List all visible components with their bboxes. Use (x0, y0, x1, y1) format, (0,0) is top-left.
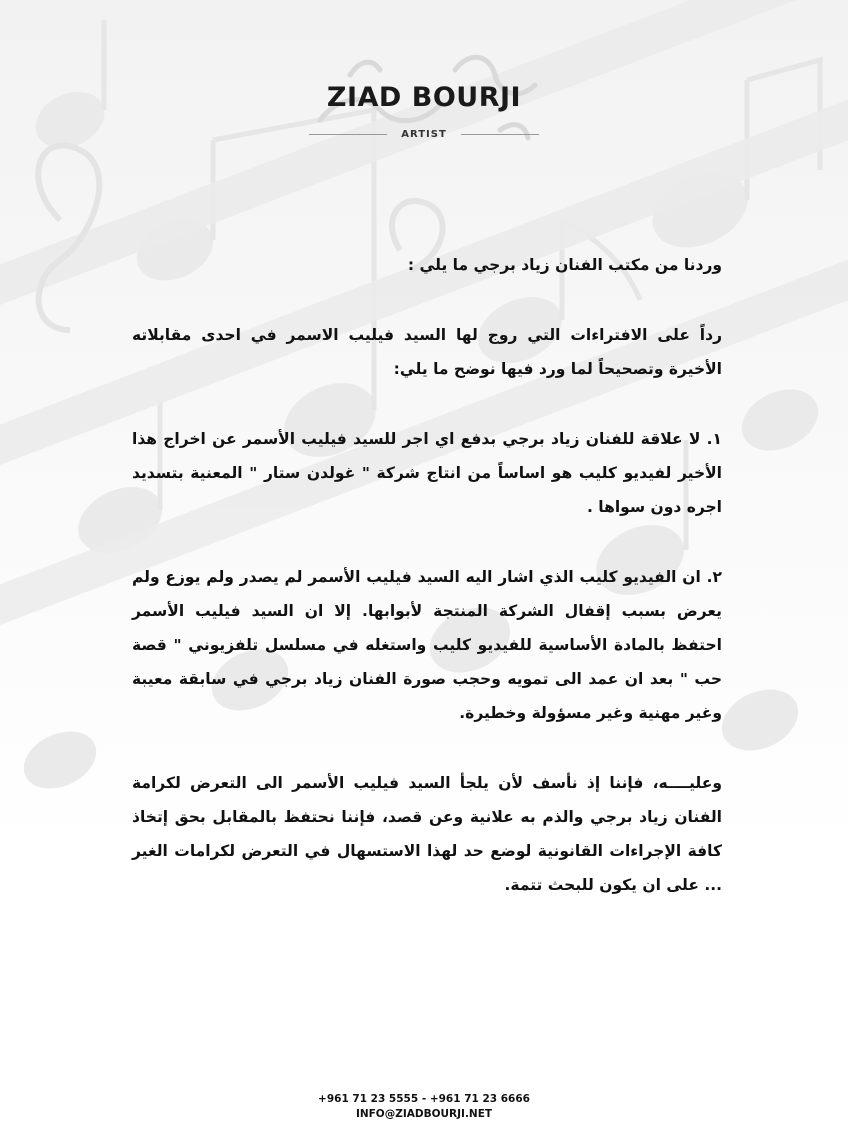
divider-left (309, 134, 387, 135)
contact-footer (0, 1092, 848, 1122)
phone-numbers: +961 71 23 5555 - +961 71 23 6666 (318, 1093, 530, 1105)
divider-right (461, 134, 539, 135)
role-label: ARTIST (401, 129, 447, 140)
paragraph-conclusion: وعليــــه، فإننا إذ نأسف لأن يلجأ السيد فيليب الأسمر الى التعرض لكرامة الفنان زياد برجي والذم به علانية وعن قصد، فإننا نحتفظ بالمقابل بحق إتخاذ كافة الإجراءات القانونية لوضع حد لهذا الاستسهال في التعرض لكرامات الغير ... على ان يكون للبحث تتمة. (132, 774, 722, 894)
paragraph-point-1: ١. لا علاقة للفنان زياد برجي بدفع اي اجر للسيد فيليب الأسمر عن اخراج هذا الأخير لفيديو كليب هو اساساً من انتاج شركة " غولدن ستار " المعنية بتسديد اجره دون سواها . (132, 430, 722, 516)
role-line (0, 129, 848, 140)
letter-body (132, 248, 722, 938)
email-address: INFO@ZIADBOURJI.NET (355, 1108, 493, 1120)
paragraph-preamble: رداً على الافتراءات التي روج لها السيد فيليب الاسمر في احدى مقابلاته الأخيرة وتصحيحاً لما ورد فيها نوضح ما يلي: (132, 326, 722, 378)
paragraph-point-2: ٢. ان الفيديو كليب الذي اشار اليه السيد فيليب الأسمر لم يصدر ولم يوزع ولم يعرض بسبب إقفال الشركة المنتجة لأبوابها. إلا ان السيد فيليب الأسمر احتفظ بالمادة الأساسية للفيديو كليب واستغله في مسلسل تلفزيوني " قصة حب " بعد ان عمد الى تمويه وحجب صورة الفنان زياد برجي في سابقة معيبة وغير مهنية وغير مسؤولة وخطيرة. (132, 568, 722, 722)
brand-name: ZIAD BOURJI (326, 82, 522, 113)
letterhead (0, 82, 848, 140)
letter-intro: وردنا من مكتب الفنان زياد برجي ما يلي : (407, 256, 722, 274)
